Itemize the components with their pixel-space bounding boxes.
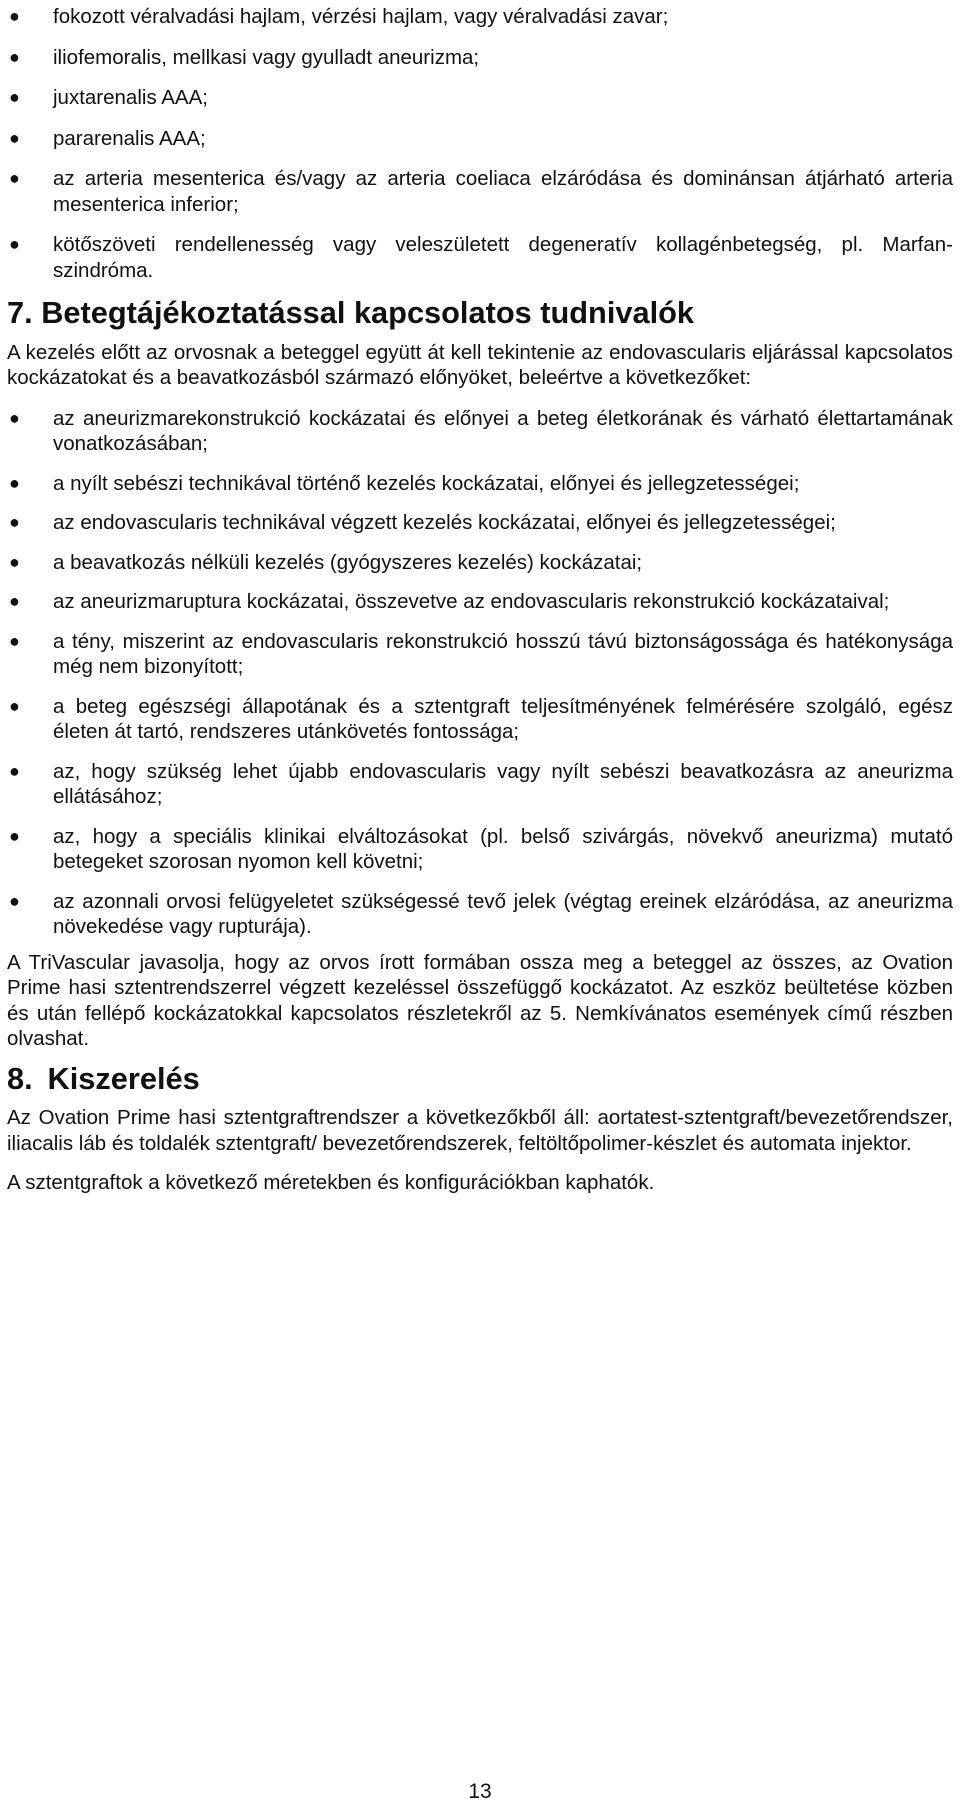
section-title: Betegtájékoztatással kapcsolatos tudnivalók [41, 295, 695, 330]
list-item-text: az aneurizmaruptura kockázatai, összevetve az endovascularis rekonstrukció kockázataival; [53, 590, 890, 613]
bullet-icon: ● [9, 168, 20, 188]
trivascular-paragraph: A TriVascular javasolja, hogy az orvos írott formában ossza meg a beteggel az összes, az Ovation Prime hasi sztentrendszerrel végzett kezeléssel összefüggő kockázatot. Az eszköz beültetése közben és után fellépő kockázatokkal kapcsolatos részletekről az 5. Nemkívánatos események című részben olvashat. [7, 950, 953, 1050]
intro-paragraph: A kezelés előtt az orvosnak a beteggel együtt át kell tekintenie az endovascularis eljárással kapcsolatos kockázatokat és a beavatkozásból származó előnyöket, beleértve a következőket: [7, 340, 953, 389]
list-item [7, 824, 953, 875]
list-item-text: a beteg egészségi állapotának és a sztentgraft teljesítményének felmérésére szolgáló, egész életen át tartó, rendszeres utánkövetés fontossága; [53, 694, 953, 743]
list-item [7, 471, 953, 497]
section-heading-7 [7, 295, 953, 330]
bullet-icon: ● [9, 890, 20, 911]
list-item-text: a tény, miszerint az endovascularis rekonstrukció hosszú távú biztonságossága és hatékonysága még nem bizonyított; [53, 629, 953, 678]
bullet-icon: ● [9, 551, 20, 572]
list-item [7, 550, 953, 576]
section-number: 8. [7, 1060, 33, 1096]
bullet-icon: ● [9, 760, 20, 781]
list-item-text: kötőszöveti rendellenesség vagy veleszületett degeneratív kollagénbetegség, pl. Marfan-szindróma. [53, 233, 953, 282]
page-number: 13 [468, 1780, 492, 1803]
list-item [7, 589, 953, 615]
list-item [7, 759, 953, 810]
sizes-paragraph: A sztentgraftok a következő méretekben és konfigurációkban kaphatók. [7, 1171, 655, 1194]
bullet-icon: ● [9, 512, 20, 532]
bullet-icon: ● [9, 87, 20, 107]
section-title: Kiszerelés [47, 1060, 200, 1096]
list-item-text: az azonnali orvosi felügyeletet szükségessé tevő jelek (végtag ereinek elzáródása, az aneurizma növekedése vagy rupturája). [53, 889, 953, 938]
bullet-icon: ● [9, 695, 20, 716]
bullet-icon: ● [9, 6, 20, 26]
list-item-text: juxtarenalis AAA; [53, 86, 208, 109]
list-item [7, 232, 953, 283]
list-item [7, 126, 953, 152]
bullet-icon: ● [9, 234, 20, 254]
list-item-text: az, hogy szükség lehet újabb endovascularis vagy nyílt sebészi beavatkozásra az aneurizma ellátásához; [53, 759, 953, 808]
list-item [7, 166, 953, 217]
list-item [7, 889, 953, 940]
bullet-icon: ● [9, 407, 20, 428]
bullet-icon: ● [9, 472, 20, 493]
bullet-icon: ● [9, 591, 20, 611]
list-item-text: a beavatkozás nélküli kezelés (gyógyszeres kezelés) kockázatai; [53, 550, 643, 574]
list-item [7, 4, 953, 30]
bullet-icon: ● [9, 127, 20, 148]
list-item-text: pararenalis AAA; [53, 126, 206, 150]
packaging-paragraph: Az Ovation Prime hasi sztentgraftrendszer a következőkből áll: aortatest-sztentgraft/bevezetőrendszer, iliacalis láb és toldalék sztentgraft/ bevezetőrendszerek, feltöltőpolimer-készlet és automata injektor. [7, 1106, 953, 1155]
list-item [7, 629, 953, 680]
list-item-text: fokozott véralvadási hajlam, vérzési hajlam, vagy véralvadási zavar; [53, 5, 669, 28]
contraindication-list [7, 4, 953, 283]
risk-discussion-list [7, 406, 953, 940]
bullet-icon: ● [9, 46, 20, 67]
list-item-text: az endovascularis technikával végzett kezelés kockázatai, előnyei és jellegzetességei; [53, 511, 836, 534]
list-item [7, 406, 953, 457]
list-item-text: a nyílt sebészi technikával történő kezelés kockázatai, előnyei és jellegzetességei; [53, 471, 800, 495]
bullet-icon: ● [9, 630, 20, 651]
list-item [7, 85, 953, 111]
list-item [7, 45, 953, 71]
list-item [7, 694, 953, 745]
section-heading-8 [7, 1060, 953, 1096]
list-item-text: az, hogy a speciális klinikai elváltozásokat (pl. belső szivárgás, növekvő aneurizma) mutató betegeket szorosan nyomon kell követni; [53, 824, 953, 873]
bullet-icon: ● [9, 825, 20, 846]
page-content [7, 4, 953, 1196]
list-item-text: az arteria mesenterica és/vagy az arteria coeliaca elzáródása és dominánsan átjárható arteria mesenterica inferior; [53, 167, 953, 216]
list-item-text: az aneurizmarekonstrukció kockázatai és előnyei a beteg életkorának és várható élettartamának vonatkozásában; [53, 406, 953, 455]
list-item [7, 510, 953, 536]
list-item-text: iliofemoralis, mellkasi vagy gyulladt aneurizma; [53, 45, 480, 69]
section-number: 7. [7, 295, 33, 330]
